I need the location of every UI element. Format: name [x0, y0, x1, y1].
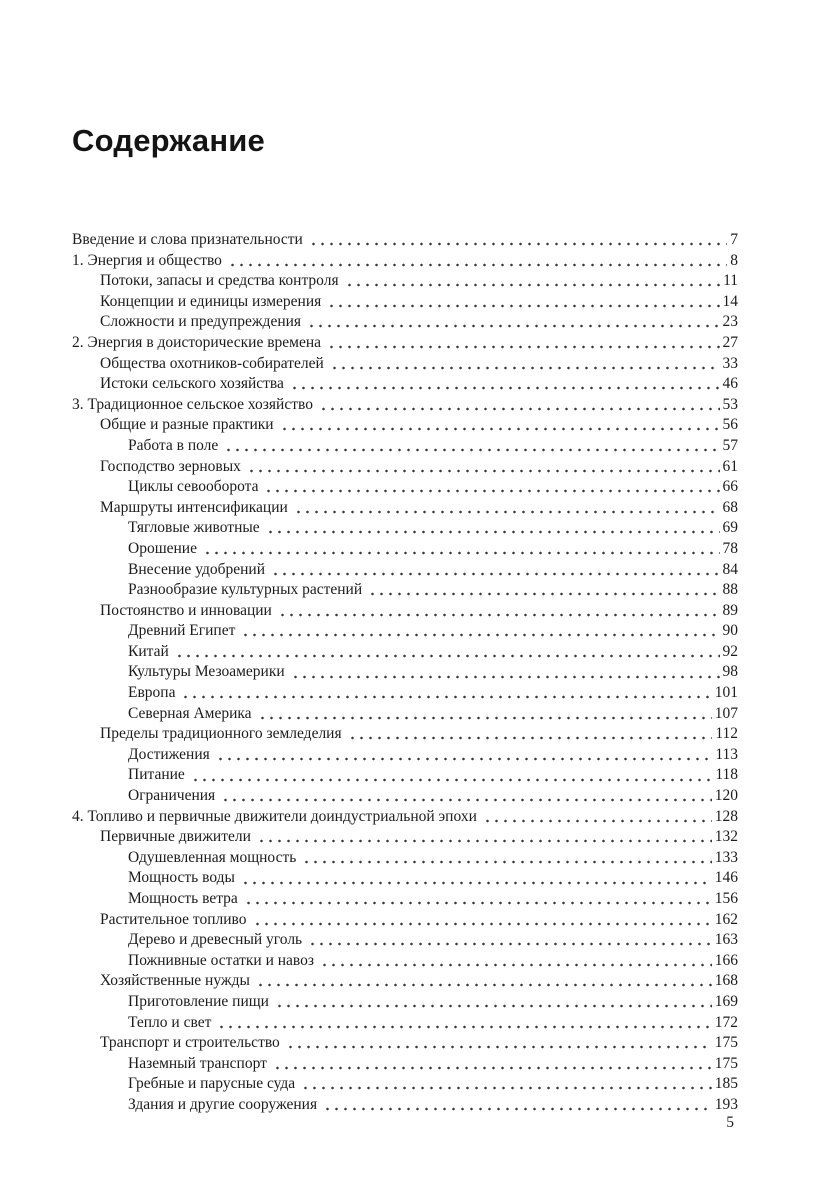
dot-leader — [223, 436, 719, 457]
dot-leader — [308, 230, 727, 251]
toc-entry — [72, 539, 738, 560]
toc-entry-page: 146 — [714, 869, 738, 887]
dot-leader — [256, 827, 712, 848]
toc-entry-label: 1. Энергия и общество — [72, 251, 222, 269]
toc-entry — [72, 910, 738, 931]
page-number: 5 — [726, 1114, 734, 1131]
toc-entry-page: 169 — [714, 992, 738, 1010]
toc-entry-page: 113 — [715, 745, 738, 763]
dot-leader — [326, 292, 719, 313]
toc-entry — [72, 1033, 738, 1054]
toc-entry-label: 3. Традиционное сельское хозяйство — [72, 395, 313, 413]
toc-entry — [72, 848, 738, 869]
dot-leader — [322, 1095, 712, 1116]
toc-entry — [72, 868, 738, 889]
dot-leader — [289, 374, 720, 395]
dot-leader — [279, 415, 720, 436]
dot-leader — [263, 477, 719, 498]
toc-entry — [72, 1013, 738, 1034]
dot-leader — [202, 539, 720, 560]
dot-leader — [265, 518, 720, 539]
toc-entry-page: 66 — [722, 478, 738, 496]
toc-entry-page: 33 — [722, 354, 738, 372]
toc-entry-page: 53 — [722, 395, 738, 413]
dot-leader — [347, 724, 713, 745]
toc-entry-label: Гребные и парусные суда — [128, 1075, 296, 1093]
dot-leader — [301, 848, 711, 869]
toc-entry — [72, 230, 738, 251]
dot-leader — [285, 1033, 712, 1054]
toc-entry — [72, 745, 738, 766]
toc-entry-page: 23 — [722, 313, 738, 331]
dot-leader — [344, 271, 720, 292]
toc-entry-page: 14 — [722, 292, 738, 310]
toc-entry-label: Работа в поле — [128, 436, 219, 454]
dot-leader — [300, 1074, 712, 1095]
toc-entry-page: 101 — [714, 684, 738, 702]
toc-entry-label: Достижения — [128, 745, 210, 763]
toc-entry-page: 7 — [730, 231, 738, 248]
dot-leader — [252, 910, 712, 931]
dot-leader — [318, 395, 720, 416]
toc-entry — [72, 951, 738, 972]
toc-entry — [72, 971, 738, 992]
toc-entry — [72, 1054, 738, 1075]
toc-entry — [72, 1074, 738, 1095]
toc-entry-label: Циклы севооборота — [128, 478, 259, 496]
toc-entry-page: 193 — [714, 1095, 738, 1113]
toc-entry-label: Транспорт и строительство — [100, 1034, 280, 1052]
toc-entry-label: Ограничения — [128, 787, 216, 805]
dot-leader — [306, 312, 719, 333]
toc-entry-page: 27 — [722, 333, 738, 351]
toc-entry-page: 132 — [714, 828, 738, 846]
toc-page — [72, 0, 738, 1116]
toc-entry — [72, 683, 738, 704]
toc-entry-label: Тягловые животные — [128, 519, 260, 537]
dot-leader — [255, 971, 712, 992]
toc-entry-page: 56 — [722, 416, 738, 434]
toc-entry — [72, 930, 738, 951]
toc-entry-label: Орошение — [128, 539, 197, 557]
toc-entry-page: 156 — [714, 890, 738, 907]
toc-entry-page: 185 — [714, 1075, 738, 1093]
toc-entry-label: Мощность ветра — [128, 890, 238, 907]
dot-leader — [243, 889, 712, 910]
toc-entry — [72, 415, 738, 436]
toc-entry-label: Пределы традиционного земледелия — [100, 725, 342, 743]
dot-leader — [277, 601, 720, 622]
toc-entry — [72, 601, 738, 622]
toc-entry-label: 2. Энергия в доисторические времена — [72, 333, 322, 351]
toc-entry — [72, 786, 738, 807]
dot-leader — [326, 333, 719, 354]
toc-entry-page: 118 — [715, 766, 738, 784]
toc-entry-label: Сложности и предупреждения — [100, 313, 302, 331]
toc-entry-label: Первичные движители — [100, 828, 251, 846]
toc-entry-label: Приготовление пищи — [128, 992, 269, 1010]
toc-entry-label: Постоянство и инновации — [100, 601, 272, 619]
dot-leader — [240, 621, 719, 642]
toc-entry — [72, 518, 738, 539]
toc-entry — [72, 1095, 738, 1116]
toc-entry — [72, 354, 738, 375]
dot-leader — [270, 560, 719, 581]
dot-leader — [319, 951, 712, 972]
toc-entry-page: 46 — [722, 375, 738, 393]
toc-entry — [72, 807, 738, 828]
toc-entry — [72, 827, 738, 848]
dot-leader — [227, 251, 727, 272]
toc-entry-label: Маршруты интенсификации — [100, 498, 288, 516]
toc-entry-page: 57 — [722, 436, 738, 454]
toc-entry — [72, 642, 738, 663]
toc-entry-page: 162 — [714, 910, 738, 928]
toc-entry-label: Одушевленная мощность — [128, 848, 297, 866]
toc-entry-page: 172 — [714, 1013, 738, 1031]
dot-leader — [274, 992, 712, 1013]
dot-leader — [329, 354, 720, 375]
toc-entry-label: Европа — [128, 684, 176, 702]
toc-entry-label: Истоки сельского хозяйства — [100, 375, 284, 393]
toc-entry — [72, 395, 738, 416]
toc-entry-page: 128 — [714, 807, 738, 825]
toc-entry — [72, 724, 738, 745]
toc-entry-label: Мощность воды — [128, 869, 235, 887]
toc-entry-page: 92 — [722, 642, 738, 660]
toc-list — [72, 230, 738, 1116]
toc-entry-page: 98 — [722, 663, 738, 681]
toc-entry-label: Внесение удобрений — [128, 560, 266, 578]
toc-entry-page: 175 — [714, 1054, 738, 1072]
toc-entry-page: 84 — [722, 560, 738, 578]
dot-leader — [174, 642, 720, 663]
dot-leader — [482, 807, 712, 828]
toc-entry-label: Хозяйственные нужды — [100, 972, 250, 990]
toc-entry-page: 89 — [722, 601, 738, 619]
toc-entry-page: 120 — [714, 787, 738, 805]
toc-entry-label: Господство зерновых — [100, 457, 241, 475]
toc-entry-label: Потоки, запасы и средства контроля — [100, 272, 339, 290]
toc-entry — [72, 374, 738, 395]
dot-leader — [215, 745, 713, 766]
toc-entry — [72, 251, 738, 272]
toc-entry-page: 175 — [714, 1034, 738, 1052]
toc-entry — [72, 271, 738, 292]
dot-leader — [367, 580, 719, 601]
toc-entry-label: Введение и слова признательности — [72, 231, 303, 248]
toc-entry-label: Дерево и древесный уголь — [128, 931, 303, 949]
toc-entry-page: 90 — [722, 622, 738, 640]
toc-entry — [72, 704, 738, 725]
toc-entry — [72, 457, 738, 478]
toc-entry — [72, 765, 738, 786]
toc-entry-page: 8 — [730, 251, 738, 269]
dot-leader — [220, 786, 712, 807]
toc-entry-label: Тепло и свет — [128, 1013, 212, 1031]
toc-entry-page: 69 — [722, 519, 738, 537]
toc-entry — [72, 477, 738, 498]
toc-entry-page: 88 — [722, 581, 738, 599]
toc-entry — [72, 560, 738, 581]
toc-entry — [72, 292, 738, 313]
toc-entry-label: Китай — [128, 642, 169, 660]
toc-entry — [72, 312, 738, 333]
dot-leader — [216, 1013, 711, 1034]
dot-leader — [257, 704, 712, 725]
toc-entry-label: Концепции и единицы измерения — [100, 292, 322, 310]
dot-leader — [240, 868, 712, 889]
toc-entry-label: Общие и разные практики — [100, 416, 274, 434]
toc-entry-label: 4. Топливо и первичные движители доиндустриальной эпохи — [72, 807, 477, 825]
toc-entry — [72, 498, 738, 519]
dot-leader — [180, 683, 711, 704]
dot-leader — [272, 1054, 712, 1075]
toc-entry — [72, 580, 738, 601]
toc-entry-label: Пожнивные остатки и навоз — [128, 951, 314, 969]
toc-entry-label: Растительное топливо — [100, 910, 247, 928]
toc-entry-page: 163 — [714, 931, 738, 949]
toc-entry-label: Питание — [128, 766, 185, 784]
dot-leader — [307, 930, 712, 951]
toc-entry-label: Разнообразие культурных растений — [128, 581, 363, 599]
toc-entry — [72, 621, 738, 642]
dot-leader — [246, 457, 720, 478]
toc-entry-label: Здания и другие сооружения — [128, 1095, 318, 1113]
toc-entry — [72, 992, 738, 1013]
toc-entry-label: Древний Египет — [128, 622, 236, 640]
toc-entry — [72, 889, 738, 910]
toc-entry-label: Общества охотников-собирателей — [100, 354, 324, 372]
dot-leader — [293, 498, 720, 519]
toc-entry-page: 112 — [715, 725, 738, 743]
toc-entry — [72, 333, 738, 354]
toc-entry-page: 68 — [722, 498, 738, 516]
page-title: Содержание — [72, 123, 265, 158]
toc-entry — [72, 436, 738, 457]
toc-entry-label: Наземный транспорт — [128, 1054, 267, 1072]
toc-entry-page: 11 — [723, 272, 738, 290]
toc-entry-page: 166 — [714, 951, 738, 969]
toc-entry-page: 107 — [714, 704, 738, 722]
toc-entry-page: 133 — [714, 848, 738, 866]
toc-entry-label: Культуры Мезоамерики — [128, 663, 285, 681]
toc-entry — [72, 662, 738, 683]
toc-entry-page: 78 — [722, 539, 738, 557]
dot-leader — [190, 765, 713, 786]
dot-leader — [290, 662, 720, 683]
toc-entry-label: Северная Америка — [128, 704, 252, 722]
toc-entry-page: 61 — [722, 457, 738, 475]
toc-entry-page: 168 — [714, 972, 738, 990]
